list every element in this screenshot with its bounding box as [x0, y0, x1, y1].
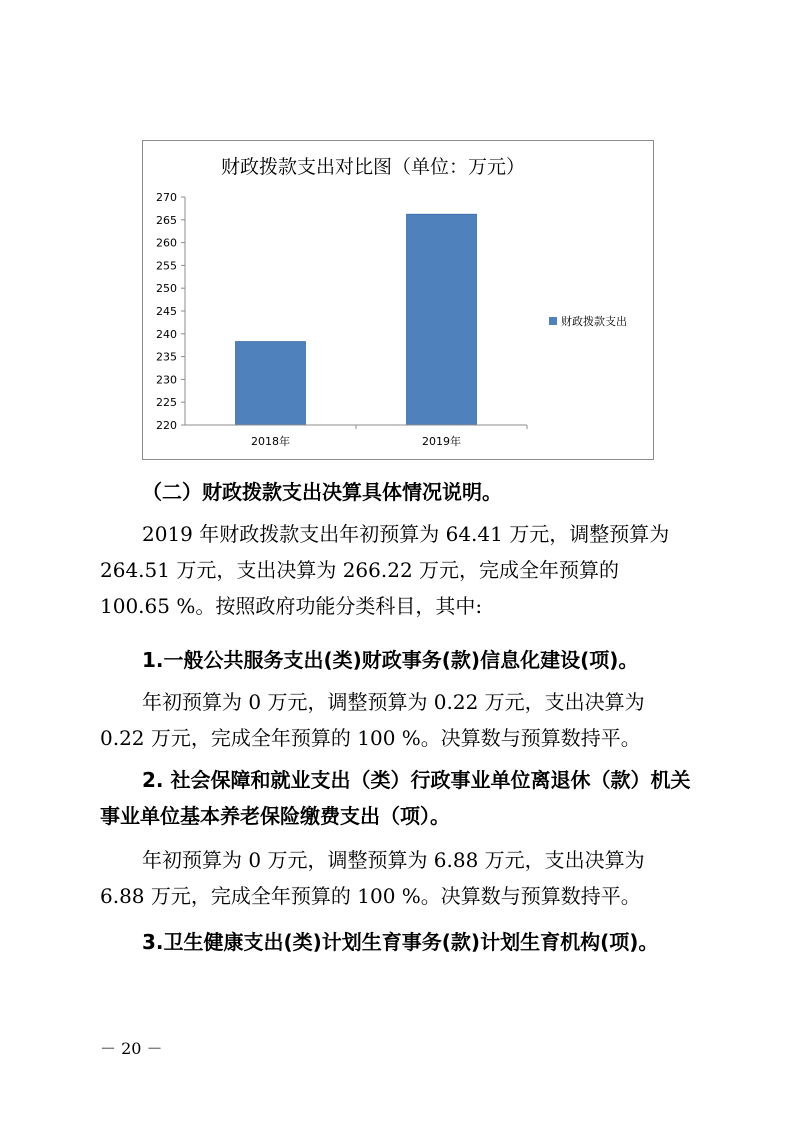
bar-series — [236, 214, 477, 425]
y-tick-label: 240 — [156, 327, 177, 341]
y-tick-label: 225 — [156, 396, 177, 410]
bar-1 — [236, 342, 306, 425]
item-1-text: 年初预算为 0 万元，调整预算为 0.22 万元，支出决算为 0.22 万元，完成全年预算的 100 %。决算数与预算数持平。 — [100, 690, 645, 750]
item-2-text: 年初预算为 0 万元，调整预算为 6.88 万元，支出决算为 6.88 万元，完成全年预算的 100 %。决算数与预算数持平。 — [100, 848, 645, 908]
x-axis — [185, 425, 527, 448]
y-tick-label: 230 — [156, 373, 177, 387]
x-tick-label: 2018年 — [251, 435, 290, 448]
item-2-heading: 2. 社会保障和就业支出（类）行政事业单位离退休（款）机关事业单位基本养老保险缴费支出（项）。 — [100, 768, 691, 828]
y-tick-label: 250 — [156, 282, 177, 296]
x-tick-label: 2019年 — [422, 435, 461, 448]
y-tick-label: 220 — [156, 419, 177, 432]
y-tick-label: 235 — [156, 350, 177, 364]
y-tick-label: 260 — [156, 236, 177, 250]
bar-chart — [142, 140, 654, 460]
bar-2 — [407, 214, 477, 425]
y-tick-label: 270 — [156, 191, 177, 204]
paragraph-summary: 2019 年财政拨款支出年初预算为 64.41 万元，调整预算为 264.51 万元，支出决算为 266.22 万元，完成全年预算的 100.65 %。按照政府功能分类科目，其中: — [100, 522, 670, 618]
y-tick-label: 265 — [156, 213, 177, 227]
y-tick-label: 255 — [156, 259, 177, 273]
chart-canvas — [143, 141, 653, 459]
chart-title: 财政拨款支出对比图（单位：万元） — [220, 156, 526, 178]
item-3-heading: 3.卫生健康支出(类)计划生育事务(款)计划生育机构(项)。 — [142, 930, 659, 954]
legend-swatch — [549, 317, 557, 325]
item-1-heading: 1.一般公共服务支出(类)财政事务(款)信息化建设(项)。 — [142, 648, 639, 672]
y-tick-label: 245 — [156, 305, 177, 318]
legend-label: 财政拨款支出 — [561, 315, 627, 328]
y-axis — [156, 191, 185, 432]
page-number: － 20 － — [100, 1039, 163, 1058]
chart-legend — [549, 314, 627, 328]
section-heading: （二）财政拨款支出决算具体情况说明。 — [142, 480, 502, 504]
